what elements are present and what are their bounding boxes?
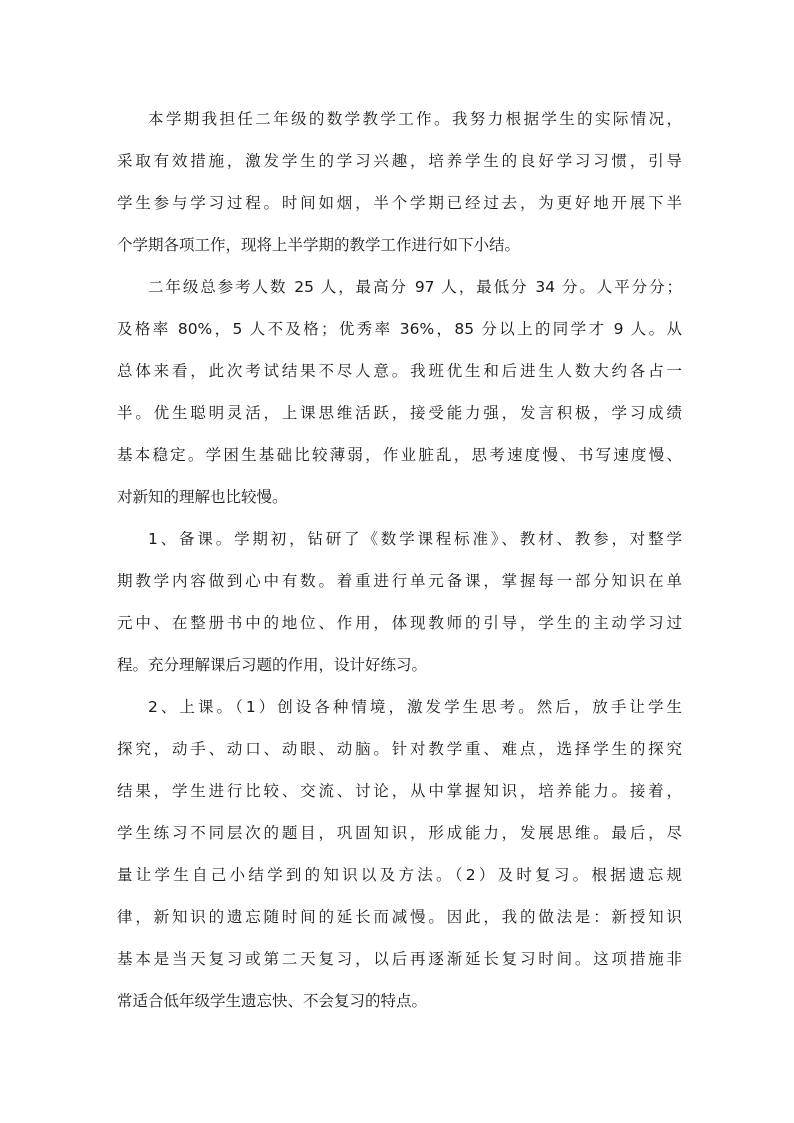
document-body [117, 98, 682, 1022]
text-line: 半。优生聪明灵活，上课思维活跃，接受能力强，发言积极，学习成绩 [117, 404, 682, 422]
text-line: 对新知的理解也比较慢。 [117, 488, 288, 506]
text-line: 元中、在整册书中的地位、作用，体现教师的引导，学生的主动学习过 [117, 614, 682, 632]
text-line: 学生练习不同层次的题目，巩固知识，形成能力，发展思维。最后，尽 [117, 824, 682, 842]
text-line: 个学期各项工作，现将上半学期的教学工作进行如下小结。 [117, 236, 521, 254]
text-line: 期教学内容做到心中有数。着重进行单元备课，掌握每一部分知识在单 [117, 572, 682, 590]
paragraph-intro [117, 98, 682, 266]
text-line: 结果，学生进行比较、交流、讨论，从中掌握知识，培养能力。接着， [117, 782, 682, 800]
paragraph-teaching [117, 686, 682, 1022]
text-line: 及格率 80%，5 人不及格；优秀率 36%，85 分以上的同学才 9 人。从 [117, 320, 682, 338]
text-line: 学生参与学习过程。时间如烟，半个学期已经过去，为更好地开展下半 [117, 194, 682, 212]
text-line: 律，新知识的遗忘随时间的延长而减慢。因此，我的做法是：新授知识 [117, 908, 682, 926]
text-line: 2、上课。（1）创设各种情境，激发学生思考。然后，放手让学生 [148, 698, 682, 716]
text-line: 二年级总参考人数 25 人，最高分 97 人，最低分 34 分。人平分分； [148, 278, 682, 296]
text-line: 1、备课。学期初，钻研了《数学课程标准》、教材、教参，对整学 [148, 530, 682, 548]
text-line: 基本稳定。学困生基础比较薄弱，作业脏乱，思考速度慢、书写速度慢、 [117, 446, 682, 464]
text-line: 量让学生自己小结学到的知识以及方法。（2）及时复习。根据遗忘规 [117, 866, 682, 884]
paragraph-exam-results [117, 266, 682, 518]
text-line: 探究，动手、动口、动眼、动脑。针对教学重、难点，选择学生的探究 [117, 740, 682, 758]
text-line: 程。充分理解课后习题的作用，设计好练习。 [117, 656, 428, 674]
text-line: 采取有效措施，激发学生的学习兴趣，培养学生的良好学习习惯，引导 [117, 152, 682, 170]
text-line: 基本是当天复习或第二天复习，以后再逐渐延长复习时间。这项措施非 [117, 950, 682, 968]
text-line: 常适合低年级学生遗忘快、不会复习的特点。 [117, 992, 428, 1010]
paragraph-lesson-prep [117, 518, 682, 686]
text-line: 总体来看，此次考试结果不尽人意。我班优生和后进生人数大约各占一 [117, 362, 682, 380]
text-line: 本学期我担任二年级的数学教学工作。我努力根据学生的实际情况， [148, 110, 682, 128]
